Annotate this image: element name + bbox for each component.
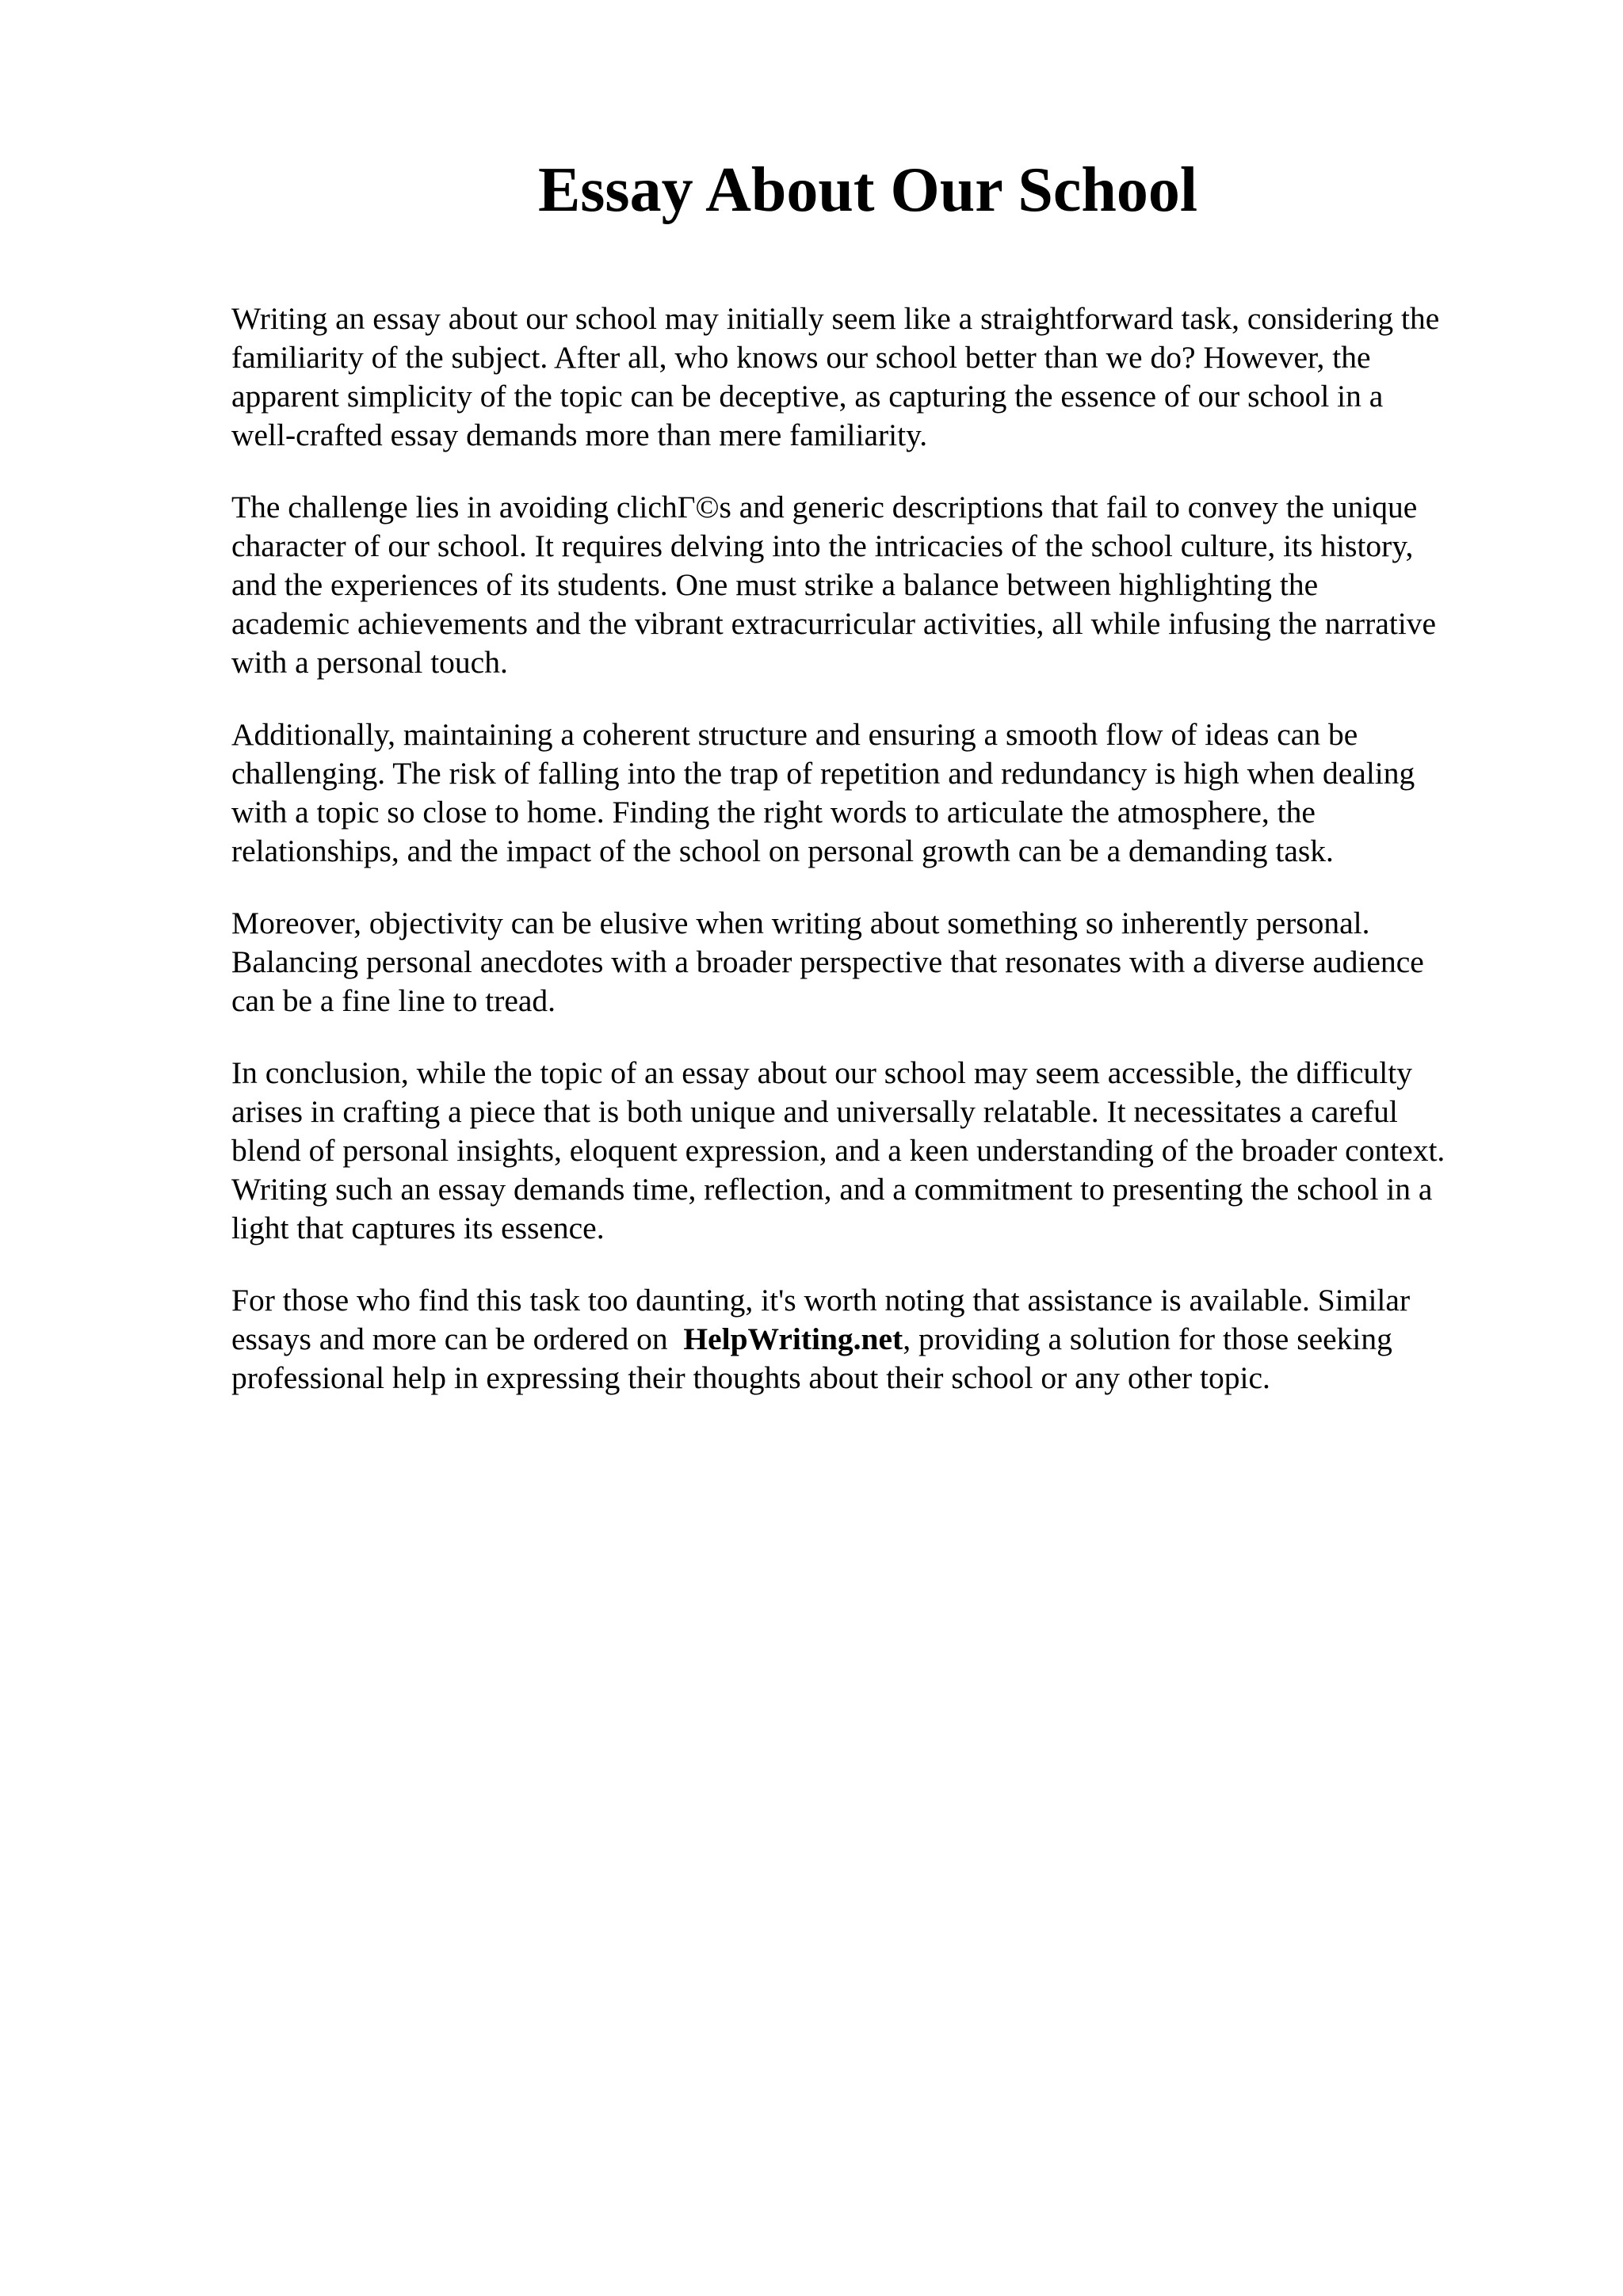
paragraph-line: with a topic so close to home. Finding the right words to articulate the atmosphere, the: [231, 795, 1316, 830]
paragraph-line: arises in crafting a piece that is both unique and universally relatable. It necessitates a careful: [231, 1094, 1398, 1129]
paragraph-line: apparent simplicity of the topic can be deceptive, as capturing the essence of our school in a: [231, 379, 1384, 414]
helpwriting-brand-link[interactable]: HelpWriting.net: [683, 1322, 903, 1356]
essay-body: [231, 299, 1531, 1431]
paragraph-line: relationships, and the impact of the school on personal growth can be a demanding task.: [231, 833, 1334, 868]
paragraph-line: The challenge lies in avoiding clichГ©s and generic descriptions that fail to convey the unique: [231, 490, 1418, 524]
paragraph-text: , providing a solution for those seeking: [903, 1322, 1392, 1356]
paragraph-line: academic achievements and the vibrant extracurricular activities, all while infusing the narrative: [231, 606, 1437, 641]
paragraph-line: professional help in expressing their thoughts about their school or any other topic.: [231, 1360, 1270, 1395]
paragraph-line: Balancing personal anecdotes with a broader perspective that resonates with a diverse audience: [231, 944, 1424, 979]
page-title: Essay About Our School: [537, 155, 1198, 225]
paragraph-line: and the experiences of its students. One must strike a balance between highlighting the: [231, 567, 1319, 602]
paragraph-line: In conclusion, while the topic of an essay about our school may seem accessible, the difficulty: [231, 1055, 1412, 1090]
paragraph-line: can be a fine line to tread.: [231, 983, 556, 1018]
paragraph-2: [231, 488, 1531, 682]
paragraph-line: blend of personal insights, eloquent expression, and a keen understanding of the broader context.: [231, 1133, 1445, 1168]
paragraph-4: [231, 904, 1531, 1020]
paragraph-line: with a personal touch.: [231, 645, 508, 680]
paragraph-line: Moreover, objectivity can be elusive when writing about something so inherently personal.: [231, 906, 1370, 940]
paragraph-line: Writing an essay about our school may initially seem like a straightforward task, considering the: [231, 301, 1440, 336]
paragraph-line: challenging. The risk of falling into the trap of repetition and redundancy is high when dealing: [231, 756, 1415, 791]
paragraph-5: [231, 1054, 1531, 1248]
paragraph-line: well-crafted essay demands more than mere familiarity.: [231, 418, 928, 452]
paragraph-line: Writing such an essay demands time, reflection, and a commitment to presenting the school in a: [231, 1172, 1433, 1207]
paragraph-line-with-brand: [231, 1320, 1531, 1359]
paragraph-text: essays and more can be ordered on: [231, 1322, 676, 1356]
paragraph-line: For those who find this task too daunting, it's worth noting that assistance is available. Similar: [231, 1283, 1411, 1318]
paragraph-line: familiarity of the subject. After all, who knows our school better than we do? However, the: [231, 340, 1371, 375]
paragraph-line: Additionally, maintaining a coherent structure and ensuring a smooth flow of ideas can be: [231, 717, 1358, 752]
paragraph-3: [231, 715, 1531, 871]
paragraph-line: light that captures its essence.: [231, 1211, 605, 1245]
paragraph-line: character of our school. It requires delving into the intricacies of the school culture, its history,: [231, 528, 1414, 563]
paragraph-6: [231, 1281, 1531, 1398]
paragraph-1: [231, 299, 1531, 455]
